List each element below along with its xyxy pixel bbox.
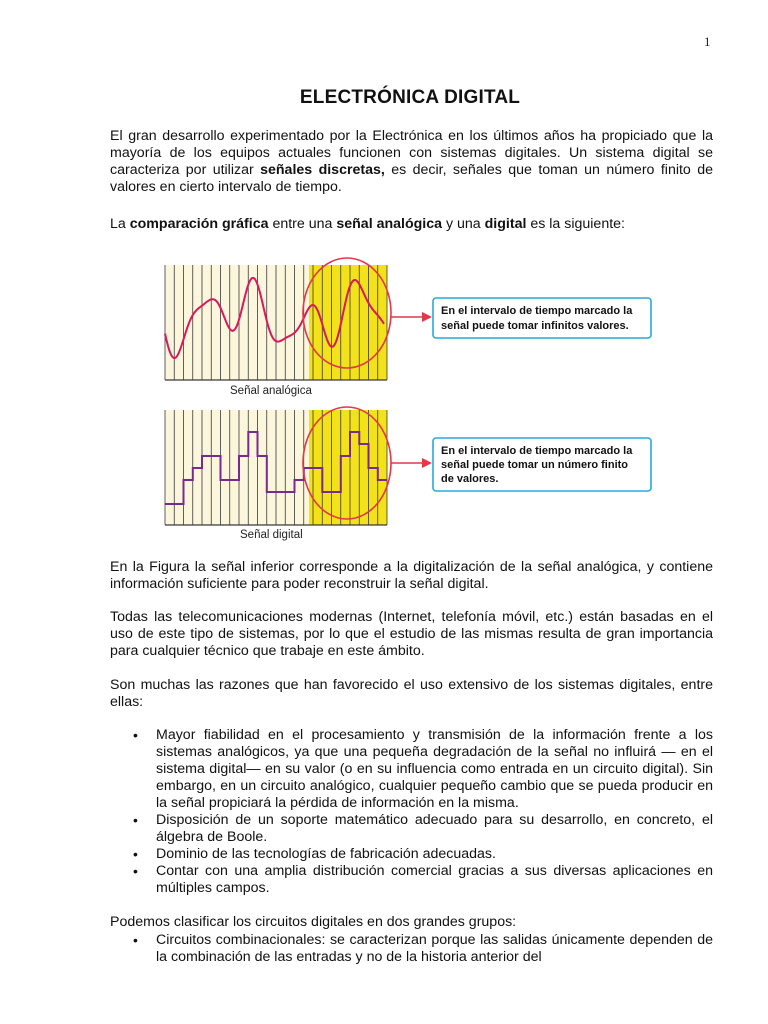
analog-callout-arrow — [391, 312, 432, 322]
comparison-text-2: entre una — [268, 216, 337, 232]
bullet-icon: • — [133, 812, 138, 828]
digital-callout-box — [433, 438, 651, 491]
comparison-bold-2: señal analógica — [336, 216, 443, 232]
digital-callout-line-3: de valores. — [441, 473, 499, 485]
list-item-text: Mayor fiabilidad en el procesamiento y transmisión de la información frente a los sistemas analógicos, ya que una pequeña degradación de la señal no influirá — en el sistema digital— en su valor (o en su influencia como entrada en un circuito digital). Sin embargo, en un circuito analógico, cualquier pequeño cambio que se pueda producir en la señal propiciará la pérdida de información en la misma. — [156, 727, 713, 811]
digital-caption: Señal digital — [240, 529, 303, 541]
analog-callout-line-2: señal puede tomar infinitos valores. — [441, 320, 629, 332]
list-item — [130, 812, 713, 846]
comparison-bold-3: digital — [484, 216, 527, 232]
circuit-types-list — [130, 932, 713, 966]
document-title: ELECTRÓNICA DIGITAL — [299, 87, 521, 108]
digital-callout-arrow — [391, 458, 432, 468]
comparison-paragraph — [110, 216, 713, 233]
analog-callout-box — [433, 298, 651, 338]
page-number: 1 — [704, 34, 711, 49]
analog-caption: Señal analógica — [230, 385, 312, 397]
digital-signal-panel — [165, 410, 387, 541]
classification-paragraph: Podemos clasificar los circuitos digitales en dos grandes grupos: — [110, 914, 517, 930]
comparison-bold-1: comparación gráfica — [129, 216, 269, 232]
digital-callout-line-2: señal puede tomar un número finito — [441, 459, 629, 471]
intro-text-2: es decir, señales que toman un número finito de valores en cierto intervalo de tiempo. — [110, 162, 714, 195]
reasons-intro-paragraph: Son muchas las razones que han favorecido el uso extensivo de los sistemas digitales, entre ellas: — [110, 677, 713, 710]
bullet-icon: • — [133, 863, 138, 879]
list-item-text: Circuitos combinacionales: se caracterizan porque las salidas únicamente dependen de la combinación de las entradas y no de la historia anterior del — [156, 932, 713, 965]
list-item — [130, 846, 713, 863]
comparison-text-1: La — [110, 216, 130, 232]
list-item — [130, 727, 713, 812]
bullet-icon: • — [133, 932, 138, 948]
telecom-paragraph: Todas las telecomunicaciones modernas (Internet, telefonía móvil, etc.) están basadas en el uso de este tipo de sistemas, por lo que el estudio de las mismas resulta de gran importancia para cualquier técnico que trabaje en este ámbito. — [110, 609, 713, 659]
comparison-text-4: es la siguiente: — [526, 216, 625, 232]
bullet-icon: • — [133, 727, 138, 743]
list-item-text: Contar con una amplia distribución comercial gracias a sus diversas aplicaciones en múltiples campos. — [156, 863, 713, 896]
analog-signal-panel — [165, 265, 387, 397]
figure-description-paragraph: En la Figura la señal inferior corresponde a la digitalización de la señal analógica, y contiene información suficiente para poder reconstruir la señal digital. — [110, 559, 713, 592]
list-item — [130, 932, 713, 966]
list-item — [130, 863, 713, 897]
intro-text-1: El gran desarrollo experimentado por la Electrónica en los últimos años ha propiciado que la mayoría de los equipos actuales funcionen con sistemas digitales. Un sistema digital se caracteriza por utilizar — [110, 128, 713, 178]
analog-callout-line-1: En el intervalo de tiempo marcado la — [441, 305, 633, 317]
analog-highlight-interval — [309, 265, 387, 380]
intro-bold: señales discretas, — [260, 162, 385, 178]
signal-comparison-figure — [150, 255, 660, 545]
digital-callout-line-1: En el intervalo de tiempo marcado la — [441, 445, 633, 457]
reasons-list — [130, 727, 713, 897]
list-item-text: Dominio de las tecnologías de fabricación adecuadas. — [156, 846, 496, 862]
list-item-text: Disposición de un soporte matemático adecuado para su desarrollo, en concreto, el álgebra de Boole. — [156, 812, 713, 845]
bullet-icon: • — [133, 846, 138, 862]
comparison-text-3: y una — [442, 216, 485, 232]
intro-paragraph — [110, 128, 713, 196]
